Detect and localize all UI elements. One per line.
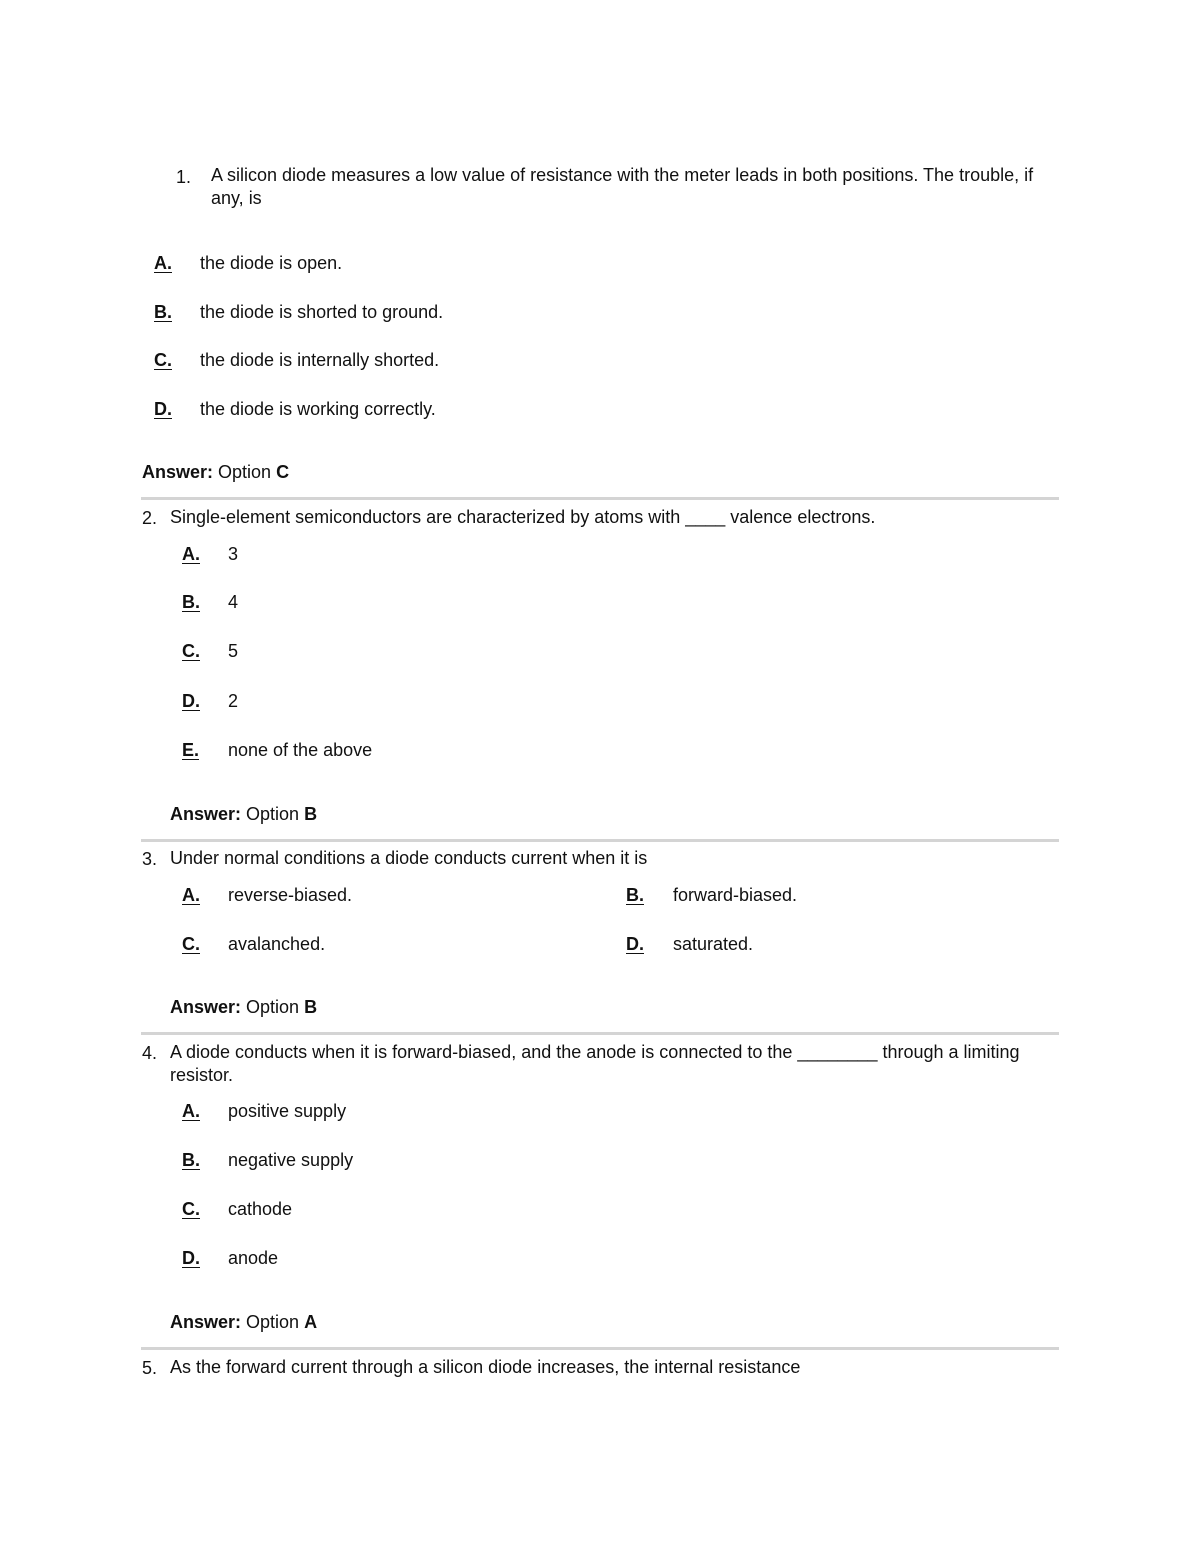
question-text: A silicon diode measures a low value of resistance with the meter leads in both positions. The trouble, if any, is (211, 165, 1034, 208)
option-text-d: the diode is working correctly. (200, 399, 436, 419)
question-number: 4. (142, 1043, 158, 1063)
answer-label: Answer: (170, 1312, 242, 1332)
option-letter-b[interactable]: B. (182, 1150, 200, 1170)
answer-prefix: Option (246, 804, 300, 824)
option-letter-a[interactable]: A. (182, 885, 200, 905)
option-letter-b[interactable]: B. (182, 592, 200, 612)
option-text-c: the diode is internally shorted. (200, 350, 440, 370)
option-letter-c[interactable]: C. (154, 350, 172, 370)
option-text-c: cathode (228, 1199, 293, 1219)
option-text-d: anode (228, 1248, 279, 1268)
option-text-b: negative supply (228, 1150, 354, 1170)
answer-line (170, 997, 317, 1018)
option-letter-a[interactable]: A. (182, 1101, 200, 1121)
answer-option: A (304, 1312, 318, 1332)
answer-label: Answer: (170, 997, 242, 1017)
question-text: A diode conducts when it is forward-biased, and the anode is connected to the ________ through a limiting resistor. (170, 1042, 1020, 1085)
option-text-e: none of the above (228, 740, 373, 760)
option-letter-c[interactable]: C. (182, 1199, 200, 1219)
answer-prefix: Option (246, 1312, 300, 1332)
option-text-a: the diode is open. (200, 253, 343, 273)
divider (141, 1347, 1059, 1350)
question-number: 1. (176, 167, 192, 187)
option-letter-c[interactable]: C. (182, 934, 200, 954)
question-number: 5. (142, 1358, 158, 1378)
option-text-b: 4 (228, 592, 239, 612)
option-text-d: saturated. (673, 934, 754, 954)
divider (141, 839, 1059, 842)
option-text-c: 5 (228, 641, 239, 661)
option-letter-d[interactable]: D. (626, 934, 644, 954)
answer-option: B (304, 997, 318, 1017)
question-text: Under normal conditions a diode conducts current when it is (170, 848, 648, 868)
answer-prefix: Option (246, 997, 300, 1017)
answer-label: Answer: (142, 462, 214, 482)
option-text-a: 3 (228, 544, 239, 564)
option-letter-b[interactable]: B. (154, 302, 172, 322)
question-text: Single-element semiconductors are characterized by atoms with ____ valence electrons. (170, 507, 876, 527)
option-letter-d[interactable]: D. (154, 399, 172, 419)
option-letter-d[interactable]: D. (182, 691, 200, 711)
question-number: 3. (142, 849, 158, 869)
option-text-b: forward-biased. (673, 885, 798, 905)
divider (141, 497, 1059, 500)
option-text-c: avalanched. (228, 934, 326, 954)
answer-line (170, 804, 317, 825)
option-text-d: 2 (228, 691, 239, 711)
question-text: As the forward current through a silicon diode increases, the internal resistance (170, 1357, 801, 1377)
option-letter-a[interactable]: A. (182, 544, 200, 564)
answer-label: Answer: (170, 804, 242, 824)
answer-option: C (276, 462, 290, 482)
answer-option: B (304, 804, 318, 824)
option-text-b: the diode is shorted to ground. (200, 302, 444, 322)
answer-line (142, 462, 289, 483)
option-text-a: reverse-biased. (228, 885, 353, 905)
option-text-a: positive supply (228, 1101, 347, 1121)
option-letter-c[interactable]: C. (182, 641, 200, 661)
option-letter-e[interactable]: E. (182, 740, 200, 760)
question-number: 2. (142, 508, 158, 528)
option-letter-d[interactable]: D. (182, 1248, 200, 1268)
option-letter-b[interactable]: B. (626, 885, 644, 905)
answer-prefix: Option (218, 462, 272, 482)
option-letter-a[interactable]: A. (154, 253, 172, 273)
divider (141, 1032, 1059, 1035)
answer-line (170, 1312, 317, 1333)
